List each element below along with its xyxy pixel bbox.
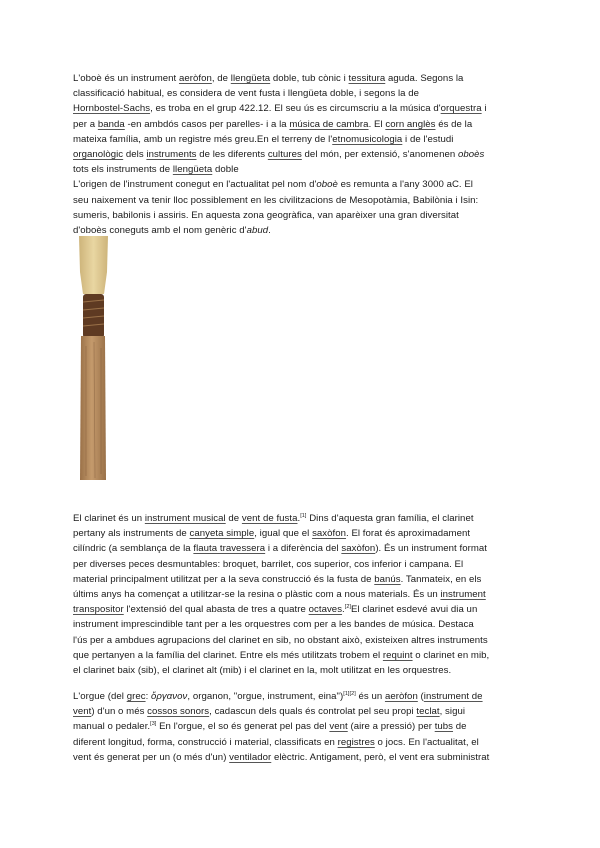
hyperlink[interactable]: llengüeta — [172, 164, 213, 176]
hyperlink[interactable]: etnomusicologia — [332, 133, 403, 145]
text-line — [73, 587, 530, 602]
hyperlink[interactable]: requint — [382, 649, 413, 661]
hyperlink[interactable]: instrument de — [423, 691, 483, 702]
text-span: L'orgue (del — [73, 691, 127, 702]
text-span: d'oboès coneguts amb el nom genèric d' — [73, 225, 247, 237]
text-span: aguda. Segons la — [385, 73, 464, 84]
text-span: , es troba en el grup 422.12. El seu ús es circumscriu a la música d' — [150, 103, 441, 115]
text-span: del món, per extensió, s'anomenen — [301, 149, 458, 161]
text-line — [73, 719, 530, 734]
text-line — [73, 648, 530, 663]
hyperlink[interactable]: teclat — [416, 706, 440, 718]
text-span: últims anys ha començat a utilitzar-se la resina o plàstic com a nous materials. És un — [73, 589, 441, 601]
text-span: . — [342, 604, 345, 616]
text-span: o jocs. En l'actualitat, el — [374, 736, 479, 748]
hyperlink[interactable]: vent — [329, 721, 348, 733]
text-line — [73, 704, 530, 719]
text-span: , cadascun dels quals és controlat pel seu propi — [209, 706, 417, 718]
hyperlink[interactable]: saxòfon — [341, 543, 376, 555]
text-span: L'origen de l'instrument conegut en l'actualitat pel nom d' — [73, 179, 317, 191]
text-span: es remunta a l'any 3000 aC. El — [337, 179, 473, 191]
text-span: l'extensió del qual abasta de tres a quatre — [123, 604, 309, 616]
text-span: de — [453, 721, 467, 733]
text-span: material principalment utilitzat per a la seva construcció és la fusta de — [73, 573, 375, 585]
hyperlink[interactable]: instrument musical — [144, 513, 226, 524]
text-span: : — [145, 691, 151, 702]
text-span: ). És un instrument format — [375, 543, 487, 555]
hyperlink[interactable]: orquestra — [440, 103, 482, 115]
text-span: mateixa família, amb un registre més greu.En el terreny de l' — [73, 133, 333, 145]
hyperlink[interactable]: corn anglès — [385, 118, 436, 130]
hyperlink[interactable]: cultures — [267, 149, 302, 161]
text-span: , de — [211, 73, 231, 84]
hyperlink[interactable]: aeròfon — [384, 691, 418, 702]
hyperlink[interactable]: flauta travessera — [193, 543, 266, 555]
hyperlink[interactable]: transpositor — [73, 604, 124, 616]
text-line — [73, 633, 530, 648]
footnote-ref[interactable]: [1][2] — [343, 690, 356, 697]
text-span: de les diferents — [196, 149, 268, 161]
text-line — [73, 208, 530, 223]
hyperlink[interactable]: octaves — [308, 604, 343, 616]
text-span: cilíndric (a semblança de la — [73, 543, 194, 555]
text-span: (aire a pressió) per — [347, 721, 435, 733]
hyperlink[interactable]: canyeta simple — [189, 528, 255, 540]
hyperlink[interactable]: vent — [73, 706, 92, 718]
text-span: sumeris, babilonis i assiris. En aquesta zona geogràfica, van aparèixer una gran diversitat — [73, 209, 459, 221]
text-line — [73, 162, 530, 177]
oboe-photo-icon — [74, 236, 112, 482]
hyperlink[interactable]: organològic — [73, 149, 124, 161]
italic-text: oboè — [316, 179, 338, 191]
text-line — [73, 557, 530, 572]
text-span: . El forat és aproximadament — [346, 528, 471, 540]
italic-text: ὄργανον — [151, 691, 188, 702]
text-line — [73, 86, 530, 101]
text-line — [73, 750, 530, 765]
hyperlink[interactable]: ventilador — [229, 751, 272, 763]
text-span: seu naixement va tenir lloc possiblement en les civilitzacions de Mesopotàmia, Babilònia i Isin: — [73, 194, 479, 206]
text-span: L'oboè és un instrument — [73, 73, 179, 84]
italic-text: oboès — [457, 149, 485, 161]
hyperlink[interactable]: vent de fusta — [241, 513, 298, 524]
hyperlink[interactable]: registres — [337, 736, 375, 748]
text-span: dels — [123, 149, 147, 161]
text-span: l'ús per a ambdues agrupacions del clarinet en sib, no obstant això, existeixen altres instruments — [73, 634, 488, 646]
hyperlink[interactable]: llengüeta — [230, 73, 271, 84]
text-span: i — [481, 103, 487, 115]
text-span: instrument imprescindible tant per a les orquestres com per a les bandes de música. Destaca — [73, 619, 474, 631]
text-span: per a — [73, 118, 98, 130]
footnote-ref[interactable]: [3] — [150, 721, 157, 728]
hyperlink[interactable]: instruments — [146, 149, 197, 161]
text-span: . — [268, 225, 271, 237]
text-span: En l'orgue, el so és generat pel pas del — [156, 721, 330, 733]
text-span: és de la — [435, 118, 473, 130]
text-line — [73, 132, 530, 147]
hyperlink[interactable]: banús — [374, 573, 401, 585]
footnote-ref[interactable]: [1] — [300, 512, 307, 519]
oboe-paragraph — [73, 71, 530, 238]
hyperlink[interactable]: música de cambra — [289, 118, 369, 130]
orgue-paragraph — [73, 689, 530, 765]
hyperlink[interactable]: grec — [126, 691, 146, 702]
text-span: . Tanmateix, en els — [400, 573, 482, 585]
italic-text: abud — [246, 225, 269, 237]
text-span: ( — [417, 691, 424, 702]
hyperlink[interactable]: instrument — [440, 589, 486, 601]
hyperlink[interactable]: Hornbostel-Sachs — [73, 103, 151, 115]
text-span: doble, tub cònic i — [270, 73, 349, 84]
text-span: que pertanyen a la família del clarinet. Entre els més utilitzats trobem el — [73, 649, 383, 661]
hyperlink[interactable]: banda — [97, 118, 125, 130]
text-line — [73, 117, 530, 132]
text-line — [73, 572, 530, 587]
text-span: i a diferència del — [265, 543, 342, 555]
hyperlink[interactable]: saxòfon — [312, 528, 347, 540]
text-line — [73, 526, 530, 541]
text-span: és un — [355, 691, 385, 702]
text-line — [73, 602, 530, 617]
text-span: de — [225, 513, 242, 524]
text-line — [73, 617, 530, 632]
text-line — [73, 147, 530, 162]
text-span: . — [297, 513, 301, 524]
text-span: diferent longitud, forma, construcció i material, classificats en — [73, 736, 338, 748]
text-span: manual o pedaler. — [73, 721, 151, 733]
text-line — [73, 541, 530, 556]
text-line — [73, 689, 530, 704]
text-span: Dins d'aquesta gran família, el clarinet — [306, 513, 474, 524]
text-line — [73, 735, 530, 750]
text-span: i de l'estudi — [402, 133, 454, 145]
text-span: . El — [368, 118, 386, 130]
text-line — [73, 71, 530, 86]
oboe-image — [74, 236, 112, 482]
text-span: tots els instruments de — [73, 164, 173, 176]
text-span: o clarinet en mib, — [412, 649, 490, 661]
hyperlink[interactable]: tessitura — [348, 73, 386, 84]
text-span: ) d'un o més — [91, 706, 148, 718]
text-line — [73, 193, 530, 208]
text-line — [73, 177, 530, 192]
text-span: El clarinet és un — [73, 513, 145, 524]
text-line — [73, 663, 530, 678]
text-line — [73, 223, 530, 238]
text-span: el clarinet baix (sib), el clarinet alt (mib) i el clarinet en la, molt utilitzat en les orquestres. — [73, 665, 452, 677]
text-span: doble — [212, 164, 239, 176]
text-span: elèctric. Antigament, però, el vent era subministrat — [271, 751, 490, 763]
hyperlink[interactable]: tubs — [434, 721, 454, 733]
hyperlink[interactable]: cossos sonors — [147, 706, 210, 718]
text-span: , organon, "orgue, instrument, eina") — [187, 691, 344, 702]
hyperlink[interactable]: aeròfon — [178, 73, 212, 84]
footnote-ref[interactable]: [2] — [344, 604, 352, 611]
text-span: per diverses peces desmuntables: broquet, barrilet, cos superior, cos inferior i campana. El — [73, 558, 464, 570]
text-span: pertany als instruments de — [73, 528, 190, 540]
text-span: El clarinet esdevé avui dia un — [351, 604, 478, 616]
text-line — [73, 101, 530, 116]
text-line — [73, 511, 530, 526]
text-span: , igual que el — [254, 528, 313, 540]
text-span: , sigui — [439, 706, 466, 718]
text-span: classificació habitual, es considera de vent fusta i llengüeta doble, i segons la de — [73, 88, 420, 100]
text-span: -en ambdós casos per parelles- i a la — [124, 118, 290, 130]
clarinet-paragraph — [73, 511, 530, 678]
text-span: vent és generat per un (o més d'un) — [73, 751, 230, 763]
